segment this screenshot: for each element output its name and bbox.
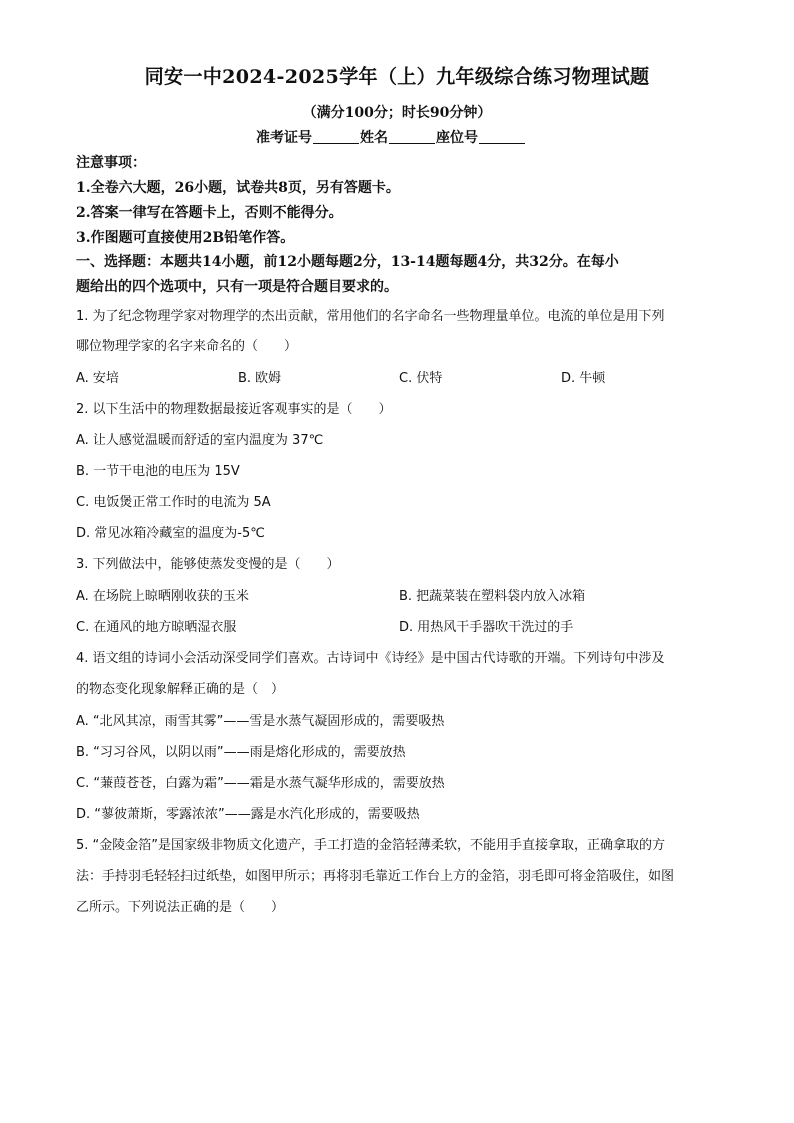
seat-blank (479, 129, 525, 144)
question-2-option-a: A. 让人感觉温暖而舒适的室内温度为 37℃ (76, 433, 324, 448)
question-4-stem-cont: 的物态变化现象解释正确的是（ ） (76, 682, 285, 697)
question-3-stem: 3. 下列做法中，能够使蒸发变慢的是（ ） (76, 557, 340, 572)
question-4-option-b: B. “习习谷风，以阴以雨”——雨是熔化形成的，需要放热 (76, 745, 406, 760)
question-5-stem: 5. “金陵金箔”是国家级非物质文化遗产，手工打造的金箔轻薄柔软，不能用手直接拿取，正确拿取的方 (76, 838, 666, 853)
exam-title: 同安一中2024-2025学年（上）九年级综合练习物理试题 (144, 65, 650, 88)
question-3-option-a: A. 在场院上晾晒刚收获的玉米 (76, 589, 249, 604)
question-1-option-c: C. 伏特 (399, 371, 443, 386)
question-3-option-c: C. 在通风的地方晾晒湿衣服 (76, 620, 237, 635)
notice-item: 2.答案一律写在答题卡上，否则不能得分。 (76, 205, 343, 221)
exam-subtitle: （满分100分；时长90分钟） (302, 105, 492, 121)
section-heading-cont: 题给出的四个选项中，只有一项是符合题目要求的。 (76, 279, 398, 295)
question-3-option-b: B. 把蔬菜装在塑料袋内放入冰箱 (399, 589, 586, 604)
question-4-option-c: C. “蒹葭苍苍，白露为霜”——霜是水蒸气凝华形成的，需要放热 (76, 776, 445, 791)
question-1-stem-cont: 哪位物理学家的名字来命名的（ ） (76, 339, 298, 354)
question-1-option-b: B. 欧姆 (238, 371, 282, 386)
section-heading: 一、选择题：本题共14小题，前12小题每题2分，13-14题每题4分，共32分。在每小 (76, 254, 619, 270)
exam-id-label: 准考证号 (256, 130, 312, 146)
notice-heading: 注意事项： (76, 155, 146, 171)
question-5-stem-cont: 法：手持羽毛轻轻扫过纸垫，如图甲所示；再将羽毛靠近工作台上方的金箔，羽毛即可将金箔吸住，如图 (76, 869, 675, 884)
candidate-info-line (256, 127, 526, 147)
question-2-option-d: D. 常见冰箱冷藏室的温度为-5℃ (76, 526, 265, 541)
question-2-stem: 2. 以下生活中的物理数据最接近客观事实的是（ ） (76, 402, 392, 417)
name-blank (389, 129, 435, 144)
question-4-stem: 4. 语文组的诗词小会活动深受同学们喜欢。古诗词中《诗经》是中国古代诗歌的开端。下列诗句中涉及 (76, 651, 665, 666)
question-2-option-c: C. 电饭煲正常工作时的电流为 5A (76, 495, 271, 510)
seat-label: 座位号 (436, 130, 478, 146)
name-label: 姓名 (360, 130, 388, 146)
question-1-stem: 1. 为了纪念物理学家对物理学的杰出贡献，常用他们的名字命名一些物理量单位。电流的单位是用下列 (76, 309, 665, 324)
question-5-stem-cont: 乙所示。下列说法正确的是（ ） (76, 900, 285, 915)
question-4-option-a: A. “北风其凉，雨雪其雾”——雪是水蒸气凝固形成的，需要吸热 (76, 714, 445, 729)
question-2-option-b: B. 一节干电池的电压为 15V (76, 464, 240, 479)
question-4-option-d: D. “蓼彼萧斯，零露浓浓”——露是水汽化形成的，需要吸热 (76, 807, 420, 822)
question-1-option-d: D. 牛顿 (561, 371, 606, 386)
exam-id-blank (313, 129, 359, 144)
question-1-option-a: A. 安培 (76, 371, 119, 386)
question-3-option-d: D. 用热风干手器吹干洗过的手 (399, 620, 574, 635)
notice-item: 1.全卷六大题，26小题，试卷共8页，另有答题卡。 (76, 180, 400, 196)
notice-item: 3.作图题可直接使用2B铅笔作答。 (76, 230, 295, 246)
